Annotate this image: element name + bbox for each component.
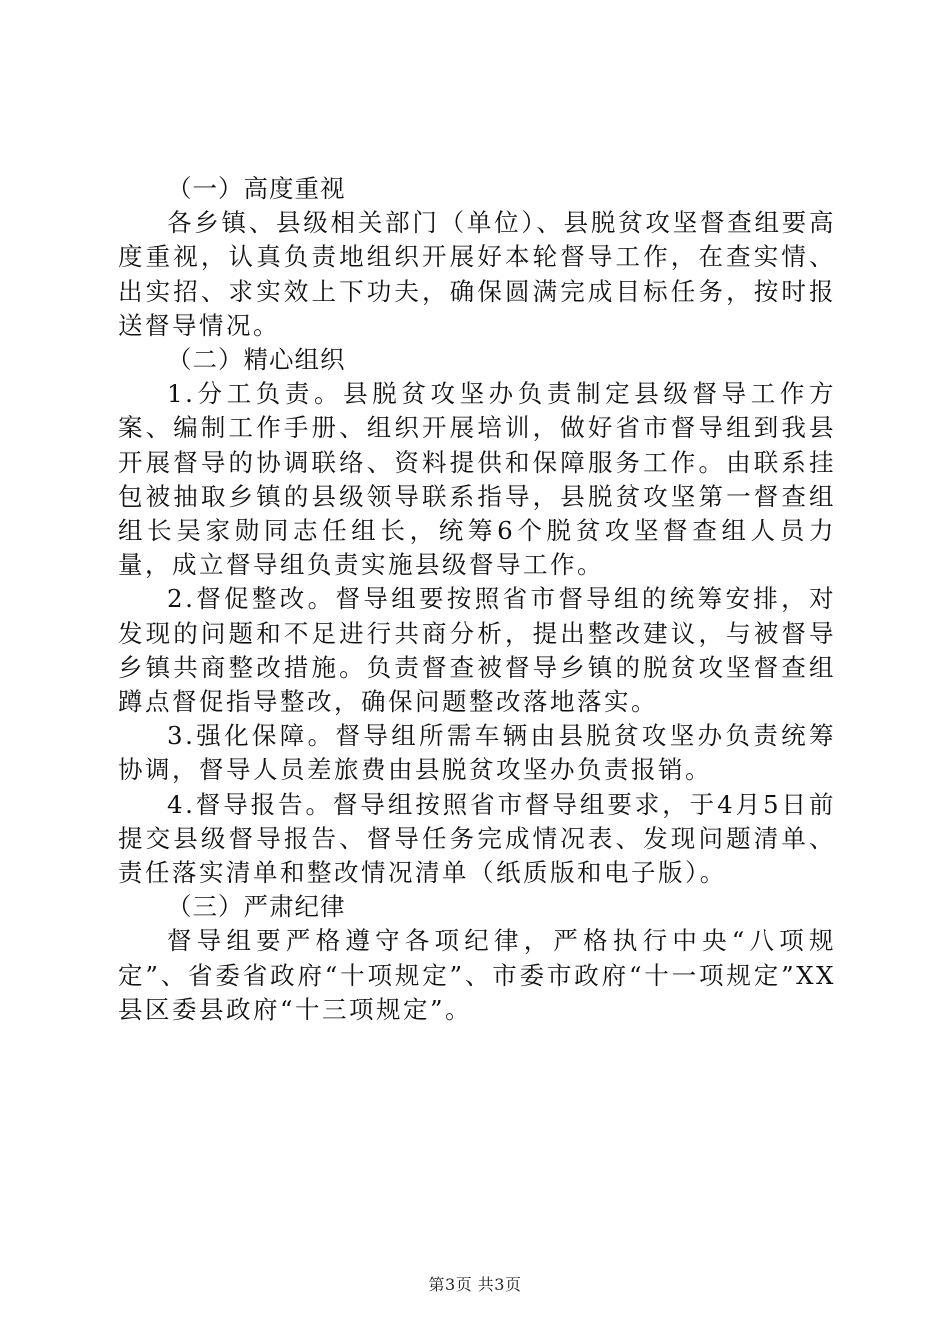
section-2-paragraph-3: 3.强化保障。督导组所需车辆由县脱贫攻坚办负责统筹协调，督导人员差旅费由县脱贫攻坚办负责报销。 — [118, 721, 836, 785]
page-number-footer: 第3页 共3页 — [428, 1275, 522, 1294]
section-1-paragraph-1: 各乡镇、县级相关部门（单位）、县脱贫攻坚督查组要高度重视，认真负责地组织开展好本轮督导工作，在查实情、出实招、求实效上下功夫，确保圆满完成目标任务，按时报送督导情况。 — [118, 208, 836, 340]
document-body — [118, 172, 836, 1027]
section-2-paragraph-2: 2.督促整改。督导组要按照省市督导组的统筹安排，对发现的问题和不足进行共商分析，提出整改建议，与被督导乡镇共商整改措施。负责督查被督导乡镇的脱贫攻坚督查组蹲点督促指导整改，确保问题整改落地落实。 — [118, 584, 836, 717]
section-heading-1: （一）高度重视 — [167, 174, 346, 203]
section-3-paragraph-1: 督导组要严格遵守各项纪律，严格执行中央“八项规定”、省委省政府“十项规定”、市委市政府“十一项规定”XX县区委县政府“十三项规定”。 — [118, 926, 836, 1024]
section-2-paragraph-4: 4.督导报告。督导组按照省市督导组要求，于4月5日前提交县级督导报告、督导任务完成情况表、发现问题清单、责任落实清单和整改情况清单（纸质版和电子版）。 — [118, 789, 836, 888]
section-heading-2: （二）精心组织 — [167, 345, 346, 375]
section-2-paragraph-1: 1.分工负责。县脱贫攻坚办负责制定县级督导工作方案、编制工作手册、组织开展培训，做好省市督导组到我县开展督导的协调联络、资料提供和保障服务工作。由联系挂包被抽取乡镇的县级领导联系指导，县脱贫攻坚第一督查组组长吴家勋同志任组长，统筹6个脱贫攻坚督查组人员力量，成立督导组负责实施县级督导工作。 — [118, 379, 836, 580]
section-heading-3: （三）严肃纪律 — [167, 892, 346, 922]
